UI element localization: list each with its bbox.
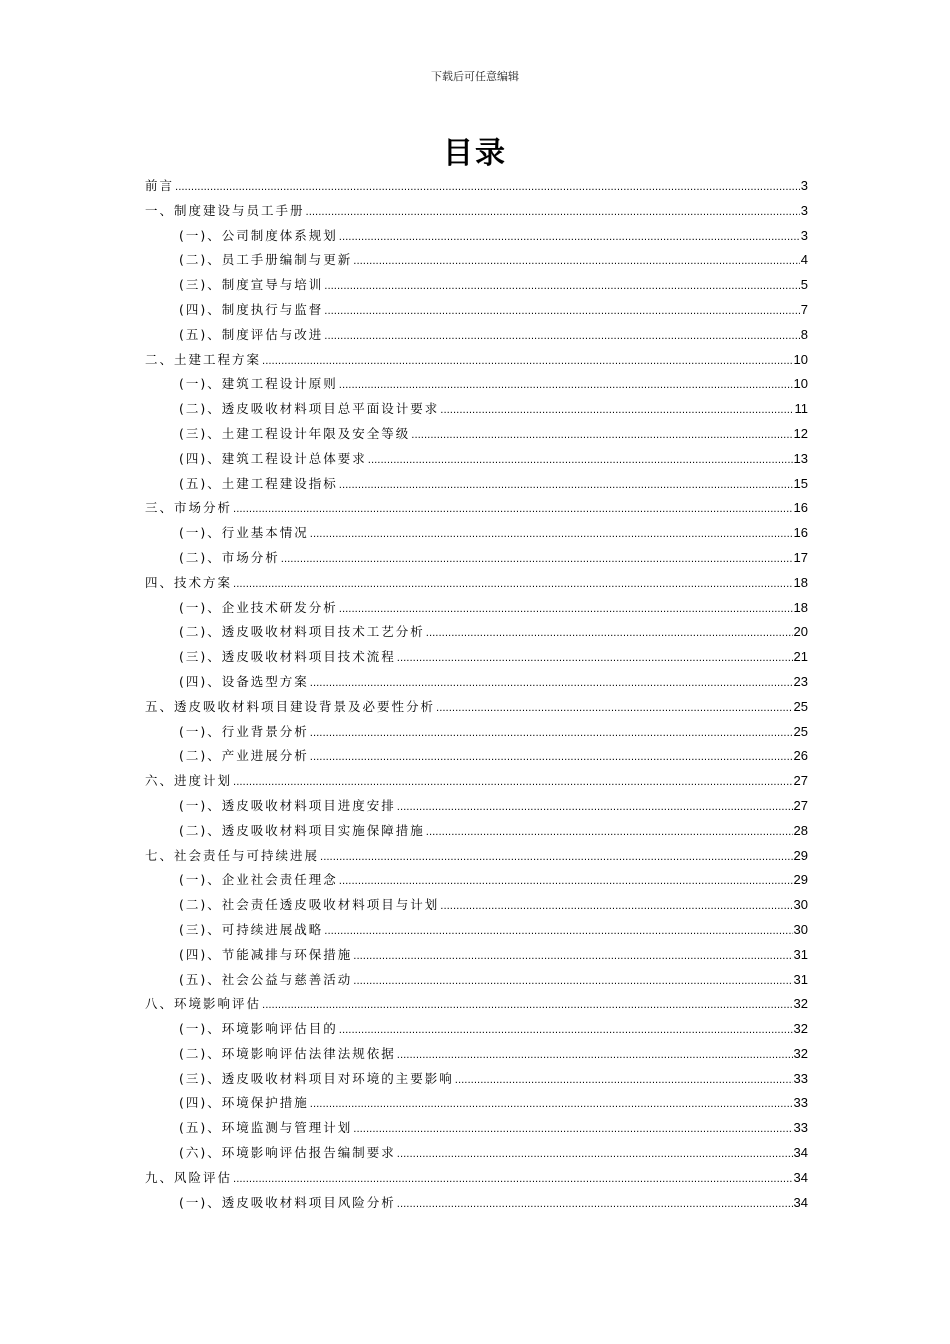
- toc-entry[interactable]: [145, 201, 808, 226]
- toc-entry-page: 16: [793, 500, 808, 516]
- toc-entry-label: 六、进度计划: [145, 773, 233, 789]
- toc-entry-page: 10: [793, 376, 808, 392]
- toc-leader-dots: [324, 306, 800, 317]
- toc-entry[interactable]: [145, 771, 808, 796]
- toc-entry-label: (一)、企业技术研发分析: [179, 599, 338, 615]
- toc-leader-dots: [306, 207, 800, 218]
- toc-entry-label: (一)、公司制度体系规划: [179, 227, 338, 243]
- toc-entry[interactable]: [145, 548, 808, 573]
- toc-entry[interactable]: [145, 523, 808, 548]
- toc-entry-page: 3: [800, 227, 808, 243]
- toc-leader-dots: [411, 430, 792, 441]
- toc-leader-dots: [339, 380, 793, 391]
- toc-entry-page: 8: [800, 326, 808, 342]
- toc-leader-dots: [310, 678, 793, 689]
- toc-entry-label: (三)、制度宣导与培训: [179, 277, 324, 293]
- toc-entry-label: (二)、透皮吸收材料项目总平面设计要求: [179, 401, 440, 417]
- toc-title: 目录: [443, 136, 507, 171]
- toc-entry-label: 五、透皮吸收材料项目建设背景及必要性分析: [145, 698, 436, 714]
- toc-entry-label: (五)、土建工程建设指标: [179, 475, 338, 491]
- toc-entry-label: (一)、建筑工程设计原则: [179, 376, 338, 392]
- toc-entry-page: 32: [793, 996, 808, 1012]
- toc-entry[interactable]: [145, 1143, 808, 1168]
- toc-leader-dots: [368, 455, 793, 466]
- toc-entry-page: 26: [793, 748, 808, 764]
- toc-entry-label: (二)、社会责任透皮吸收材料项目与计划: [179, 897, 440, 913]
- toc-leader-dots: [233, 777, 793, 788]
- toc-entry-label: 七、社会责任与可持续进展: [145, 847, 320, 863]
- toc-leader-dots: [175, 182, 800, 193]
- toc-entry[interactable]: [145, 672, 808, 697]
- toc-entry[interactable]: [145, 176, 808, 201]
- toc-entry-page: 27: [793, 773, 808, 789]
- toc-entry-label: (三)、透皮吸收材料项目对环境的主要影响: [179, 1070, 454, 1086]
- toc-entry-page: 13: [793, 450, 808, 466]
- toc-entry[interactable]: [145, 573, 808, 598]
- toc-entry-page: 31: [793, 971, 808, 987]
- toc-leader-dots: [320, 852, 793, 863]
- toc-entry-label: (二)、环境影响评估法律法规依据: [179, 1045, 396, 1061]
- toc-entry[interactable]: [145, 250, 808, 275]
- toc-entry-page: 34: [793, 1169, 808, 1185]
- toc-entry-page: 15: [793, 475, 808, 491]
- toc-entry[interactable]: [145, 226, 808, 251]
- toc-entry[interactable]: [145, 945, 808, 970]
- toc-entry-label: (一)、企业社会责任理念: [179, 872, 338, 888]
- toc-entry[interactable]: [145, 1093, 808, 1118]
- toc-leader-dots: [397, 1050, 793, 1061]
- toc-entry-label: (二)、产业进展分析: [179, 748, 309, 764]
- toc-entry[interactable]: [145, 474, 808, 499]
- toc-leader-dots: [281, 554, 793, 565]
- toc-leader-dots: [310, 752, 793, 763]
- toc-entry[interactable]: [145, 895, 808, 920]
- toc-entry-label: 四、技术方案: [145, 574, 233, 590]
- toc-leader-dots: [310, 1099, 793, 1110]
- toc-leader-dots: [353, 951, 792, 962]
- toc-entry[interactable]: [145, 994, 808, 1019]
- toc-entry[interactable]: [145, 498, 808, 523]
- toc-entry-page: 7: [800, 301, 808, 317]
- toc-entry-page: 25: [793, 698, 808, 714]
- toc-entry[interactable]: [145, 796, 808, 821]
- toc-entry-page: 11: [794, 401, 808, 417]
- toc-entry-page: 3: [800, 178, 808, 193]
- toc-entry-label: (四)、制度执行与监督: [179, 301, 324, 317]
- toc-entry-label: (二)、市场分析: [179, 549, 280, 565]
- toc-entry[interactable]: [145, 424, 808, 449]
- toc-entry-page: 5: [800, 277, 808, 293]
- toc-entry[interactable]: [145, 1019, 808, 1044]
- toc-entry-label: (三)、土建工程设计年限及安全等级: [179, 425, 411, 441]
- toc-entry-page: 29: [793, 847, 808, 863]
- toc-entry-label: 三、市场分析: [145, 500, 233, 516]
- toc-leader-dots: [324, 926, 792, 937]
- toc-entry-page: 28: [793, 822, 808, 838]
- toc-entry-label: (一)、透皮吸收材料项目风险分析: [179, 1194, 396, 1210]
- toc-leader-dots: [397, 653, 793, 664]
- toc-entry[interactable]: [145, 449, 808, 474]
- toc-entry-page: 32: [793, 1045, 808, 1061]
- toc-entry[interactable]: [145, 622, 808, 647]
- toc-entry-label: (四)、建筑工程设计总体要求: [179, 450, 367, 466]
- toc-entry-label: (五)、环境监测与管理计划: [179, 1120, 353, 1136]
- toc-entry[interactable]: [145, 647, 808, 672]
- toc-leader-dots: [339, 604, 793, 615]
- toc-entry[interactable]: [145, 1193, 808, 1218]
- toc-entry-label: (一)、透皮吸收材料项目进度安排: [179, 797, 396, 813]
- toc-entry-page: 4: [800, 252, 808, 268]
- toc-entry-label: (六)、环境影响评估报告编制要求: [179, 1145, 396, 1161]
- toc-entry-page: 30: [793, 897, 808, 913]
- toc-entry-page: 17: [793, 549, 808, 565]
- toc-leader-dots: [353, 1124, 792, 1135]
- toc-entry[interactable]: [145, 1044, 808, 1069]
- toc-entry-label: (三)、透皮吸收材料项目技术流程: [179, 649, 396, 665]
- toc-entry-label: (四)、环境保护措施: [179, 1095, 309, 1111]
- toc-entry-label: 九、风险评估: [145, 1169, 233, 1185]
- toc-entry-page: 33: [793, 1120, 808, 1136]
- toc-entry[interactable]: [145, 697, 808, 722]
- toc-entry[interactable]: [145, 821, 808, 846]
- toc-entry-page: 18: [793, 599, 808, 615]
- toc-leader-dots: [233, 579, 793, 590]
- toc-entry-page: 33: [793, 1070, 808, 1086]
- toc-entry-label: 一、制度建设与员工手册: [145, 202, 305, 218]
- toc-entry-label: (一)、环境影响评估目的: [179, 1021, 338, 1037]
- toc-entry-page: 34: [793, 1145, 808, 1161]
- toc-entry[interactable]: [145, 846, 808, 871]
- toc-leader-dots: [353, 976, 792, 987]
- toc-leader-dots: [324, 281, 800, 292]
- toc-entry-page: 27: [793, 797, 808, 813]
- toc-entry-page: 32: [793, 1021, 808, 1037]
- toc-entry-page: 16: [793, 525, 808, 541]
- toc-entry-label: (五)、社会公益与慈善活动: [179, 971, 353, 987]
- toc-entry-page: 31: [793, 946, 808, 962]
- toc-entry-label: (二)、透皮吸收材料项目实施保障措施: [179, 822, 425, 838]
- toc-entry[interactable]: [145, 598, 808, 623]
- toc-leader-dots: [397, 1199, 793, 1210]
- toc-entry[interactable]: [145, 920, 808, 945]
- toc-entry-page: 20: [793, 624, 808, 640]
- toc-entry[interactable]: [145, 746, 808, 771]
- toc-leader-dots: [339, 232, 800, 243]
- toc-entry[interactable]: [145, 870, 808, 895]
- toc-leader-dots: [440, 405, 793, 416]
- toc-leader-dots: [353, 256, 800, 267]
- toc-entry-page: 23: [793, 673, 808, 689]
- toc-leader-dots: [324, 331, 800, 342]
- toc-entry[interactable]: [145, 970, 808, 995]
- toc-entry-page: 12: [793, 425, 808, 441]
- toc-leader-dots: [440, 901, 792, 912]
- toc-entry-page: 33: [793, 1095, 808, 1111]
- toc-entry-page: 18: [793, 574, 808, 590]
- toc-leader-dots: [233, 1174, 793, 1185]
- toc-entry-page: 29: [793, 872, 808, 888]
- toc-entry[interactable]: [145, 350, 808, 375]
- toc-entry[interactable]: [145, 1118, 808, 1143]
- toc-leader-dots: [339, 480, 793, 491]
- toc-entry-label: (五)、制度评估与改进: [179, 326, 324, 342]
- toc-entry-label: (三)、可持续进展战略: [179, 921, 324, 937]
- toc-leader-dots: [262, 356, 793, 367]
- toc-leader-dots: [455, 1075, 793, 1086]
- toc-leader-dots: [233, 504, 793, 515]
- toc-leader-dots: [426, 827, 793, 838]
- toc-entry-label: 八、环境影响评估: [145, 996, 262, 1012]
- table-of-contents: [145, 176, 808, 1217]
- toc-leader-dots: [436, 703, 793, 714]
- toc-entry-label: 二、土建工程方案: [145, 351, 262, 367]
- toc-leader-dots: [426, 628, 793, 639]
- toc-entry-label: 前言: [145, 178, 175, 193]
- toc-entry-label: (一)、行业背景分析: [179, 723, 309, 739]
- toc-entry-label: (四)、设备选型方案: [179, 673, 309, 689]
- toc-leader-dots: [310, 529, 793, 540]
- toc-entry-label: (四)、节能减排与环保措施: [179, 946, 353, 962]
- toc-entry-page: 25: [793, 723, 808, 739]
- toc-entry-label: (一)、行业基本情况: [179, 525, 309, 541]
- toc-entry-label: (二)、透皮吸收材料项目技术工艺分析: [179, 624, 425, 640]
- toc-entry[interactable]: [145, 374, 808, 399]
- toc-leader-dots: [339, 1025, 793, 1036]
- toc-entry[interactable]: [145, 300, 808, 325]
- toc-entry-page: 10: [793, 351, 808, 367]
- toc-entry[interactable]: [145, 275, 808, 300]
- toc-entry-page: 30: [793, 921, 808, 937]
- toc-entry[interactable]: [145, 1168, 808, 1193]
- header-note: 下载后可任意编辑: [431, 70, 519, 83]
- toc-entry-page: 3: [800, 202, 808, 218]
- toc-entry[interactable]: [145, 399, 808, 424]
- toc-entry[interactable]: [145, 1069, 808, 1094]
- toc-entry[interactable]: [145, 325, 808, 350]
- toc-entry-page: 34: [793, 1194, 808, 1210]
- toc-entry-page: 21: [793, 649, 808, 665]
- toc-leader-dots: [262, 1000, 793, 1011]
- toc-leader-dots: [397, 802, 793, 813]
- toc-entry[interactable]: [145, 722, 808, 747]
- toc-entry-label: (二)、员工手册编制与更新: [179, 252, 353, 268]
- toc-leader-dots: [339, 876, 793, 887]
- toc-leader-dots: [310, 728, 793, 739]
- toc-leader-dots: [397, 1149, 793, 1160]
